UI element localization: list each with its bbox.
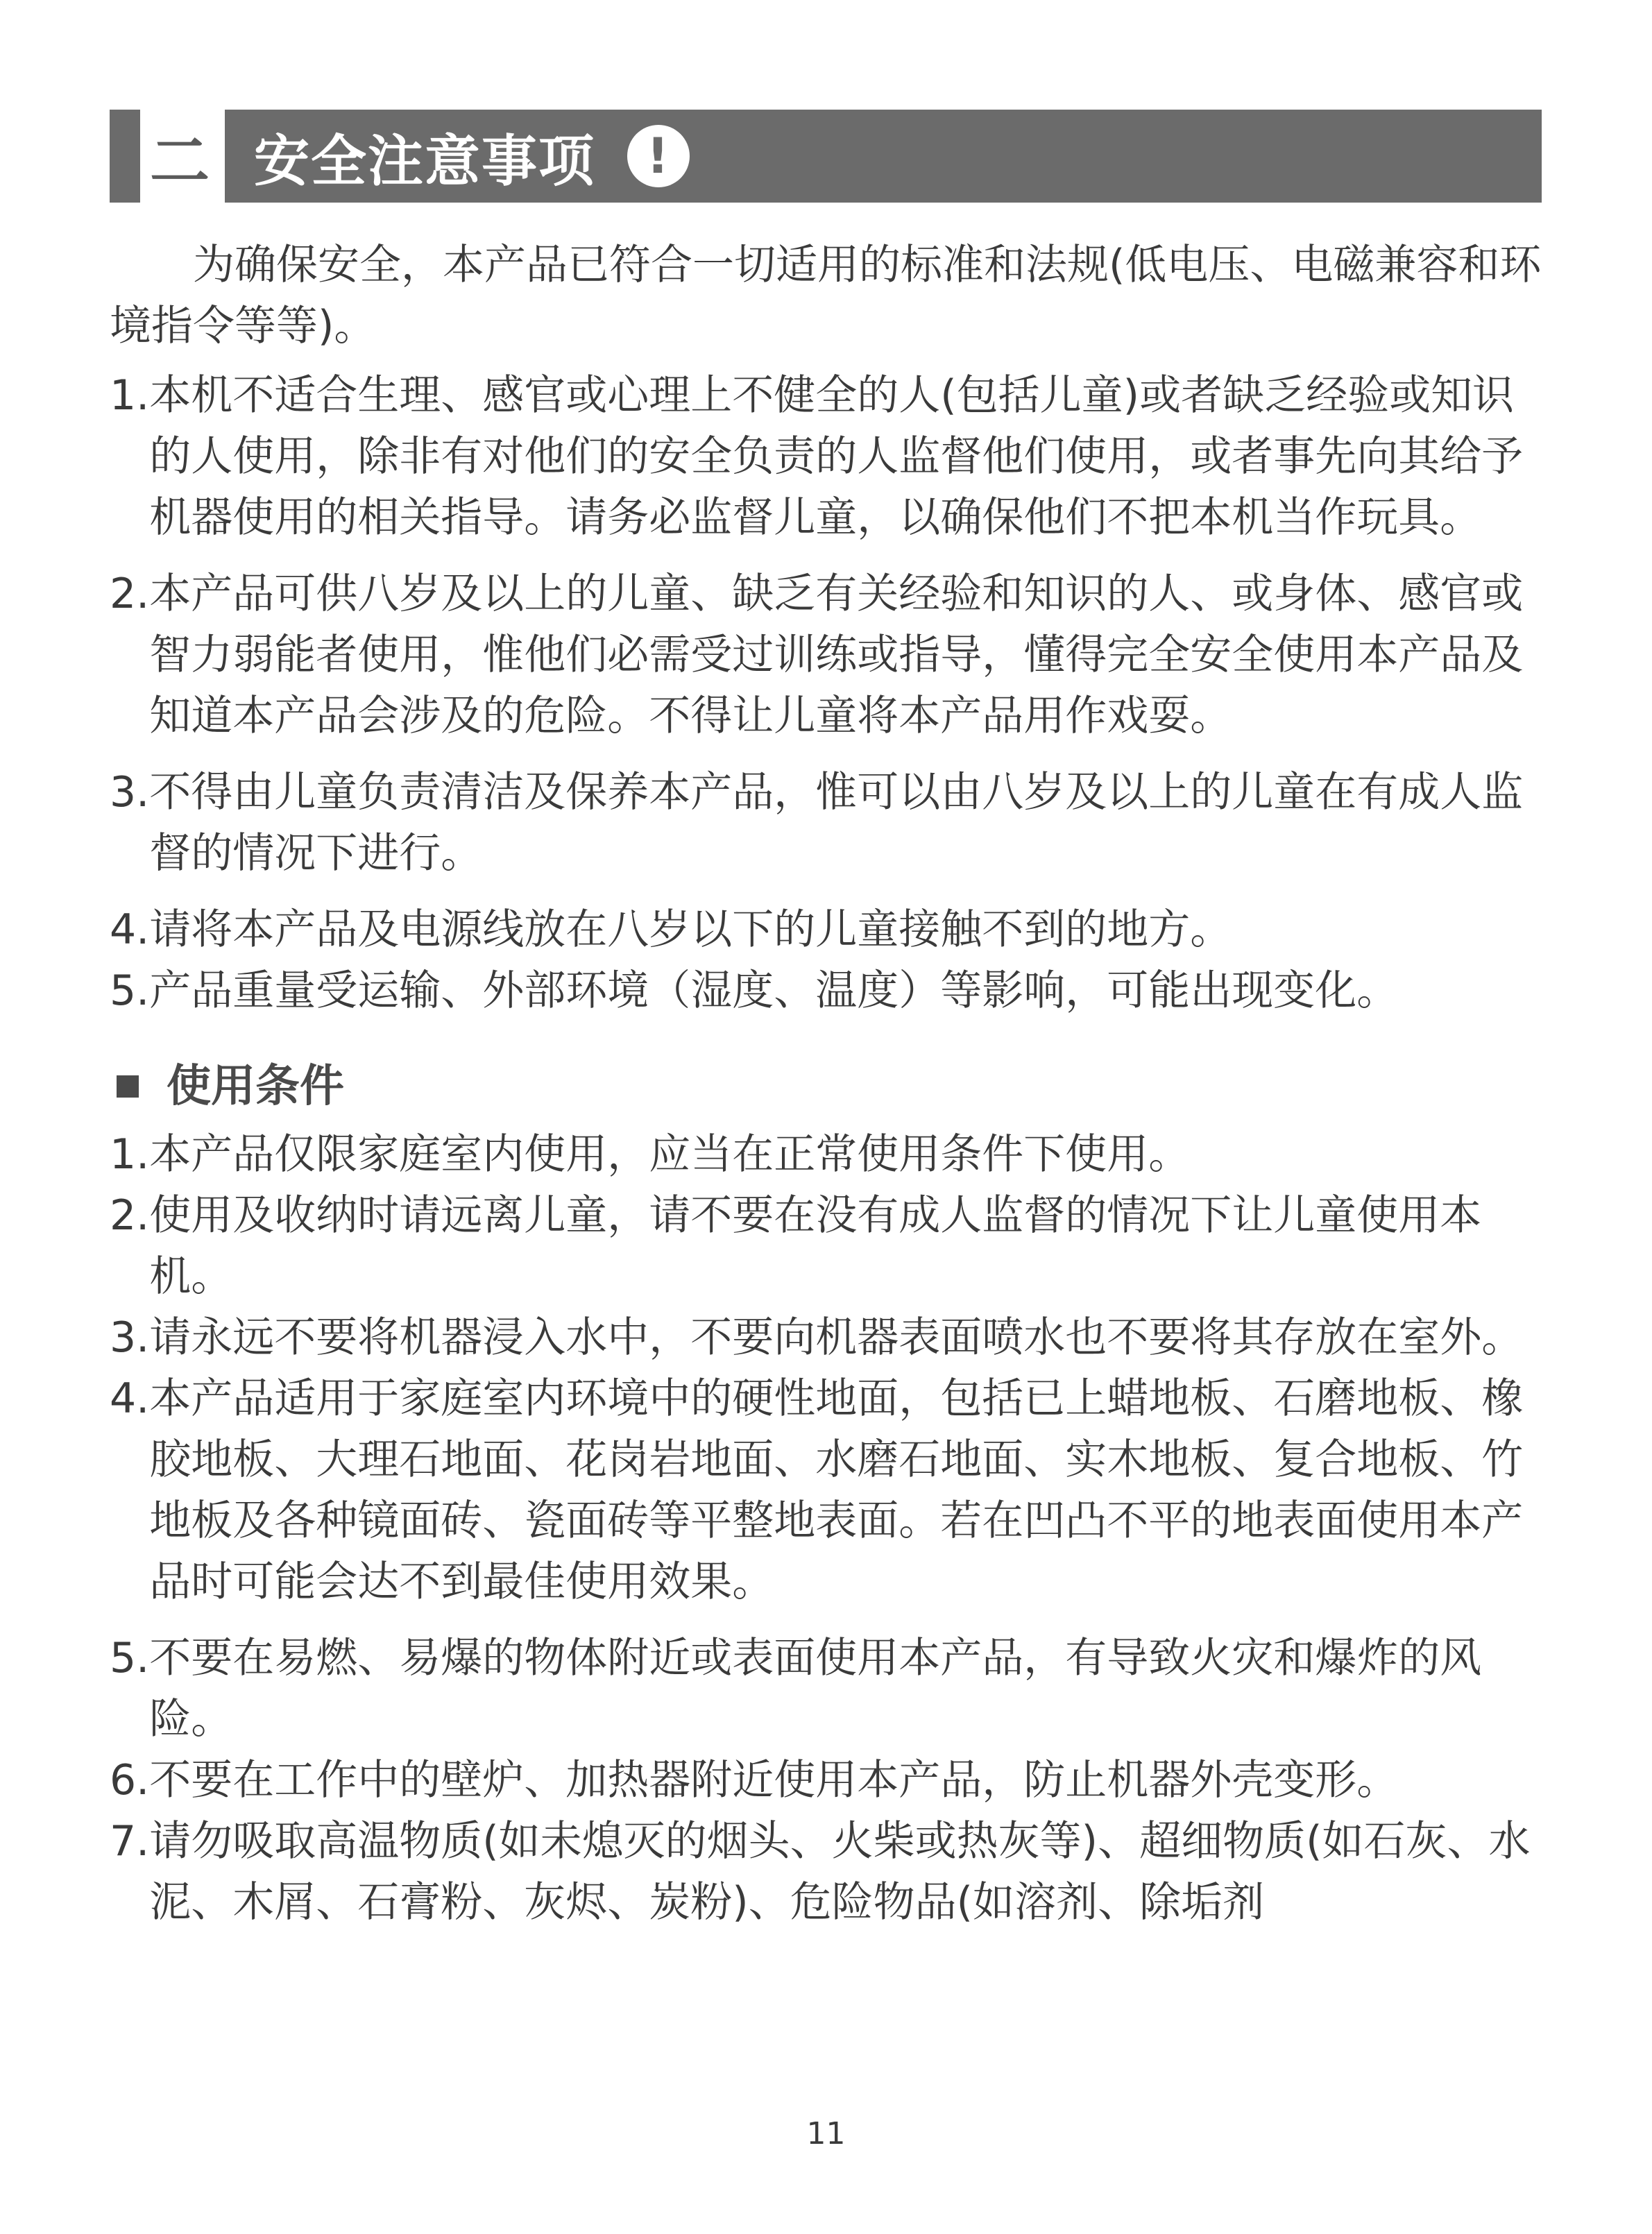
list-item bbox=[110, 899, 1542, 960]
item-text: 请将本产品及电源线放在八岁以下的儿童接触不到的地方。 bbox=[149, 905, 1232, 954]
item-number: 7. bbox=[110, 1817, 150, 1866]
list-item bbox=[110, 1307, 1542, 1368]
list-item bbox=[110, 1368, 1542, 1612]
intro-paragraph: 为确保安全，本产品已符合一切适用的标准和法规(低电压、电磁兼容和环境指令等等)。 bbox=[110, 241, 1542, 350]
page-number: 11 bbox=[806, 2116, 846, 2151]
list-item bbox=[110, 1185, 1542, 1307]
section-title: 安全注意事项 bbox=[254, 128, 595, 194]
item-text: 本产品可供八岁及以上的儿童、缺乏有关经验和知识的人、或身体、感官或智力弱能者使用，惟他们必需受过训练或指导，懂得完全安全使用本产品及知道本产品会涉及的危险。不得让儿童将本产品用作戏耍。 bbox=[149, 570, 1524, 740]
warning-exclamation-icon: ! bbox=[627, 125, 690, 187]
item-text: 产品重量受运输、外部环境（湿度、温度）等影响，可能出现变化。 bbox=[149, 966, 1399, 1015]
list-item bbox=[110, 563, 1542, 747]
list-item bbox=[110, 1750, 1542, 1811]
item-text: 使用及收纳时请远离儿童，请不要在没有成人监督的情况下让儿童使用本机。 bbox=[149, 1191, 1482, 1301]
usage-list bbox=[110, 1124, 1542, 1933]
section-title-bar bbox=[225, 110, 1542, 203]
square-bullet-icon bbox=[117, 1075, 139, 1098]
item-text: 不得由儿童负责清洁及保养本产品，惟可以由八岁及以上的儿童在有成人监督的情况下进行。 bbox=[149, 768, 1524, 878]
header-stripe bbox=[110, 110, 140, 203]
list-item bbox=[110, 1628, 1542, 1750]
item-number: 5. bbox=[110, 966, 150, 1015]
item-text: 请勿吸取高温物质(如未熄灭的烟头、火柴或热灰等)、超细物质(如石灰、水泥、木屑、石膏粉、灰烬、炭粉)、危险物品(如溶剂、除垢剂 bbox=[149, 1817, 1531, 1927]
usage-heading bbox=[110, 1056, 1542, 1117]
item-text: 本机不适合生理、感官或心理上不健全的人(包括儿童)或者缺乏经验或知识的人使用，除非有对他们的安全负责的人监督他们使用，或者事先向其给予机器使用的相关指导。请务必监督儿童，以确保他们不把本机当作玩具。 bbox=[149, 371, 1524, 542]
item-text: 请永远不要将机器浸入水中，不要向机器表面喷水也不要将其存放在室外。 bbox=[149, 1313, 1524, 1362]
item-number: 3. bbox=[110, 1313, 150, 1362]
content bbox=[110, 235, 1542, 1933]
list-item bbox=[110, 1811, 1542, 1933]
item-number: 1. bbox=[110, 1130, 150, 1179]
section-header bbox=[110, 110, 1542, 203]
item-number: 6. bbox=[110, 1756, 150, 1805]
item-number: 3. bbox=[110, 768, 150, 817]
item-number: 5. bbox=[110, 1634, 150, 1682]
list-item bbox=[110, 762, 1542, 884]
item-text: 本产品仅限家庭室内使用，应当在正常使用条件下使用。 bbox=[149, 1130, 1191, 1179]
usage-heading-text: 使用条件 bbox=[167, 1061, 344, 1112]
list-item bbox=[110, 365, 1542, 548]
item-number: 2. bbox=[110, 570, 150, 618]
item-number: 2. bbox=[110, 1191, 150, 1240]
item-text: 本产品适用于家庭室内环境中的硬性地面，包括已上蜡地板、石磨地板、橡胶地板、大理石地面、花岗岩地面、水磨石地面、实木地板、复合地板、竹地板及各种镜面砖、瓷面砖等平整地表面。若在凹凸不平的地表面使用本产品时可能会达不到最佳使用效果。 bbox=[149, 1374, 1524, 1606]
item-number: 4. bbox=[110, 905, 150, 954]
item-number: 4. bbox=[110, 1374, 150, 1423]
safety-list bbox=[110, 365, 1542, 1021]
item-text: 不要在工作中的壁炉、加热器附近使用本产品，防止机器外壳变形。 bbox=[149, 1756, 1399, 1805]
item-number: 1. bbox=[110, 371, 150, 420]
list-item bbox=[110, 1124, 1542, 1185]
list-item bbox=[110, 960, 1542, 1021]
section-number: 二 bbox=[140, 110, 219, 203]
item-text: 不要在易燃、易爆的物体附近或表面使用本产品，有导致火灾和爆炸的风险。 bbox=[149, 1634, 1482, 1743]
manual-page bbox=[110, 110, 1542, 1933]
